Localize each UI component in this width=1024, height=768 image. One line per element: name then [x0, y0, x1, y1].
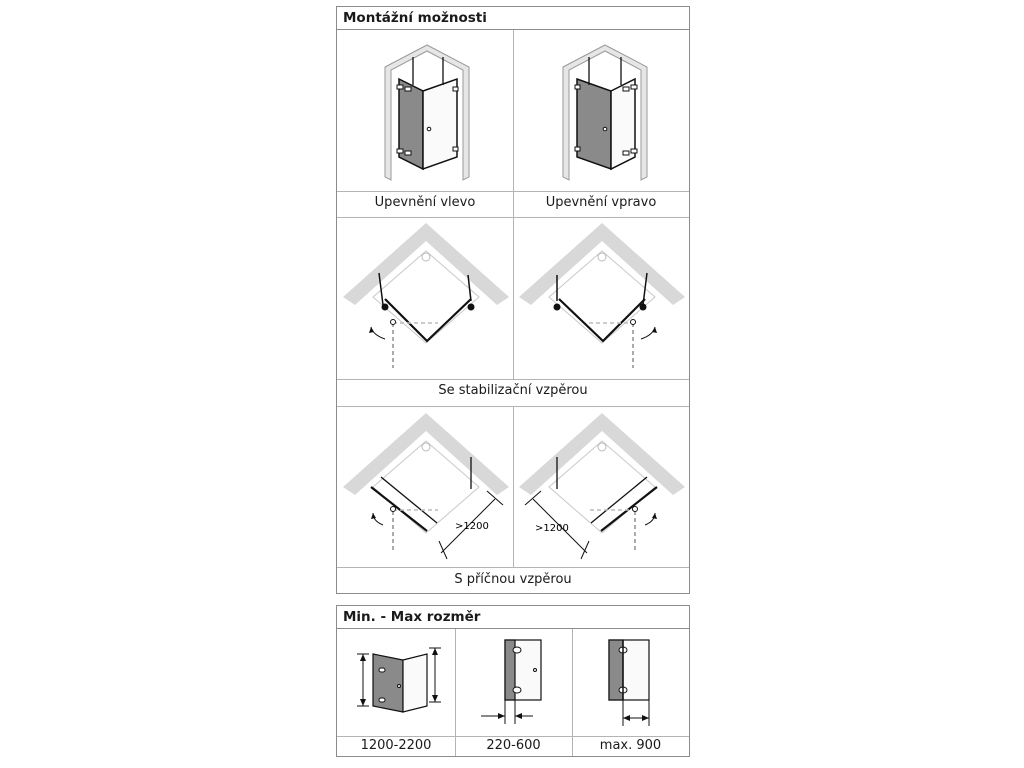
- stabilizer-label: Se stabilizační vzpěrou: [438, 383, 588, 398]
- height-range-label: 1200-2200: [360, 738, 432, 753]
- max-width-label: max. 900: [599, 738, 662, 753]
- mounting-left-illustration: [377, 37, 477, 187]
- dimensions-title: Min. - Max rozměr: [337, 606, 689, 629]
- cross-right-dimension: >1200: [535, 523, 569, 534]
- width-illustration: [477, 636, 557, 731]
- mounting-options-title: Montážní možnosti: [337, 7, 689, 30]
- divider: [513, 406, 514, 567]
- height-illustration: [353, 646, 443, 716]
- max-width-illustration: [597, 636, 677, 731]
- stabilizer-right-plan: [519, 223, 685, 373]
- stabilizer-left-plan: [343, 223, 509, 373]
- cross-left-dimension: >1200: [455, 521, 489, 532]
- cross-strut-label: S příčnou vzpěrou: [454, 572, 572, 587]
- cross-strut-left-plan: [343, 413, 509, 563]
- cross-strut-right-plan: [519, 413, 685, 563]
- divider: [513, 217, 514, 379]
- mounting-right-illustration: [555, 37, 655, 187]
- divider: [337, 379, 689, 380]
- mounting-right-label: Upevnění vpravo: [545, 195, 657, 210]
- mounting-options-panel: [336, 6, 690, 594]
- dimensions-panel: [336, 605, 690, 757]
- divider: [337, 567, 689, 568]
- divider: [513, 30, 514, 217]
- divider: [337, 191, 689, 192]
- divider: [337, 736, 689, 737]
- mounting-left-label: Upevnění vlevo: [374, 195, 476, 210]
- width-range-label: 220-600: [486, 738, 541, 753]
